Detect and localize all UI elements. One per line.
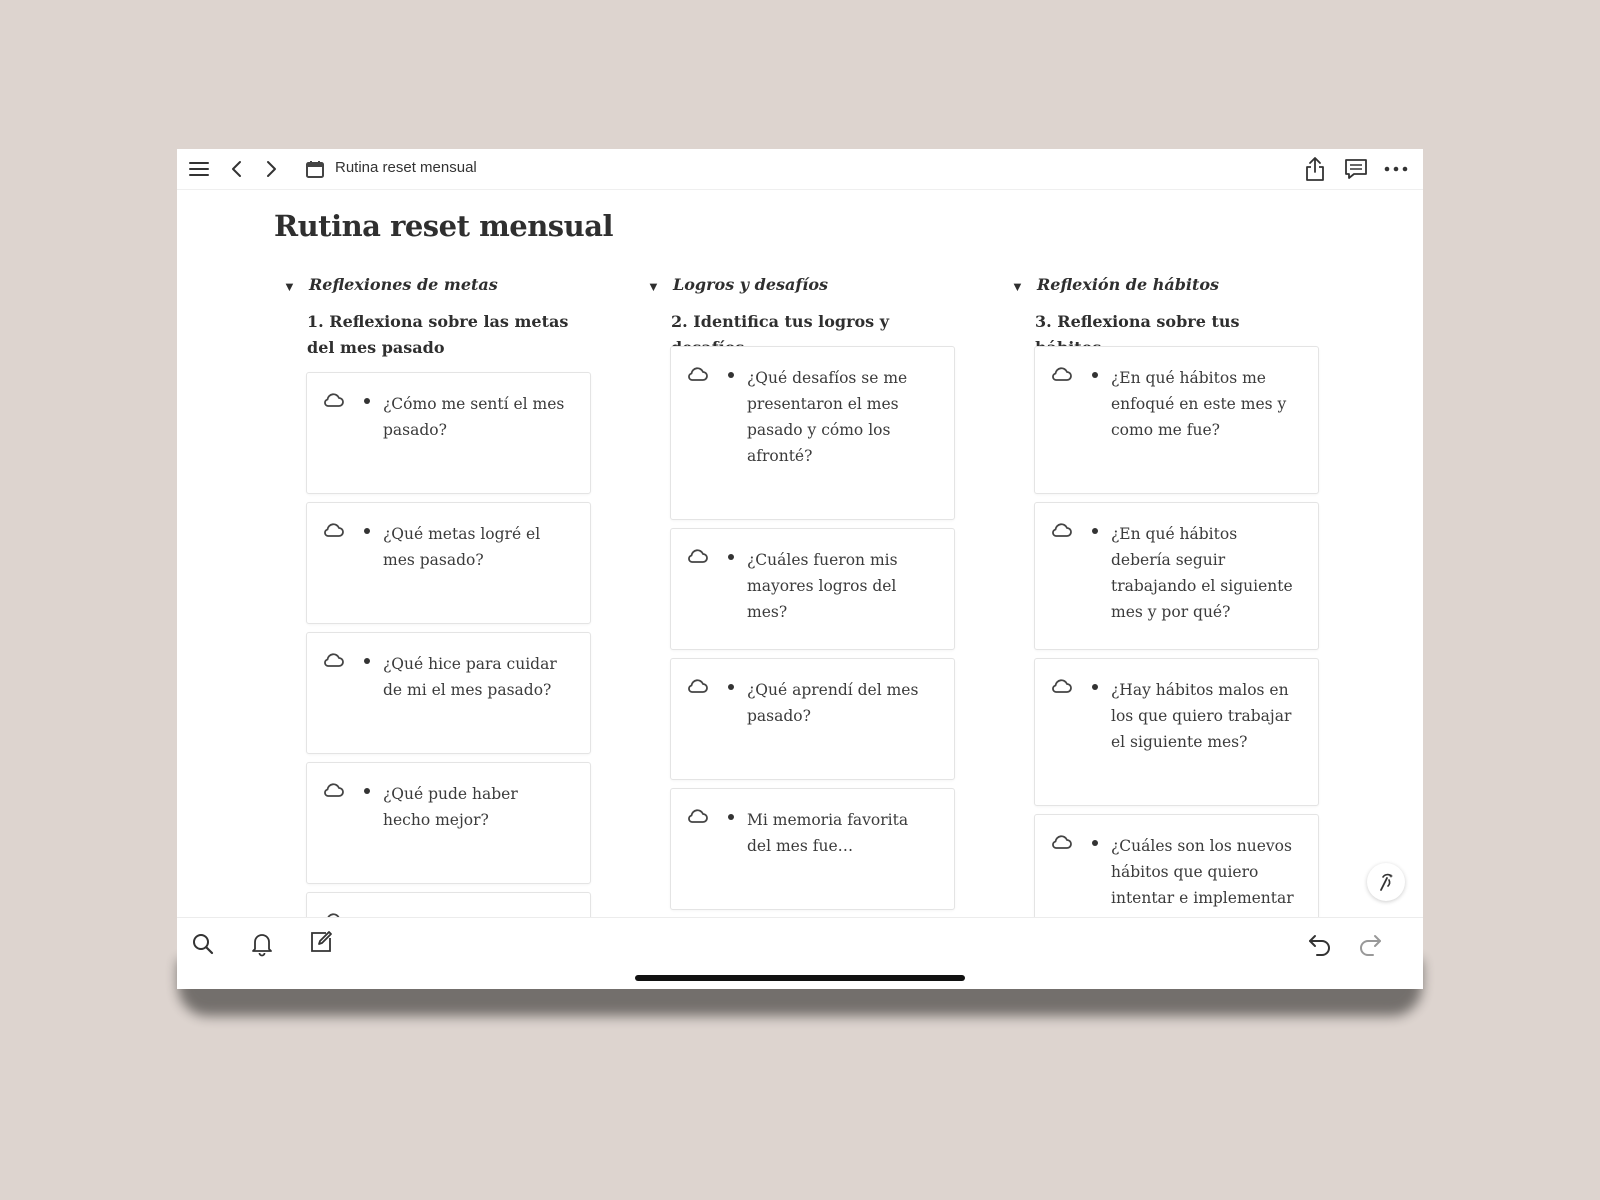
card-text: ¿En qué hábitos me enfoqué en este mes y como me fue?: [1111, 369, 1287, 439]
toggle-label: Reflexiones de metas: [309, 275, 498, 294]
card-text: ¿Qué metas logré el mes pasado?: [383, 525, 541, 569]
cloud-icon: [322, 652, 344, 673]
cloud-icon: [1050, 522, 1072, 543]
cloud-icon: [686, 548, 708, 569]
toggle-block[interactable]: [647, 275, 947, 303]
card-text: ¿Qué hice para cuidar de mi el mes pasado?: [383, 655, 557, 699]
compose-icon[interactable]: [307, 928, 335, 956]
toggle-arrow-icon[interactable]: ▼: [283, 279, 296, 294]
cloud-icon: [686, 808, 708, 829]
toggle-arrow-icon[interactable]: ▼: [1011, 279, 1024, 294]
bullet: [364, 658, 370, 664]
card[interactable]: [306, 372, 591, 494]
card-text: ¿Cuáles son los nuevos hábitos que quiero intentar e implementar: [1111, 837, 1294, 907]
toggle-label: Logros y desafíos: [673, 275, 829, 294]
forward-icon[interactable]: [259, 155, 283, 183]
cloud-icon: [686, 678, 708, 699]
card-text: ¿Qué pude haber hecho mejor?: [383, 785, 518, 829]
column-heading: 2. Identifica tus logros y: [671, 312, 890, 331]
bullet: [728, 814, 734, 820]
home-indicator[interactable]: [635, 975, 965, 981]
breadcrumb-title[interactable]: Rutina reset mensual: [335, 159, 477, 176]
bell-icon[interactable]: [248, 930, 276, 958]
card-text: ¿Cuáles fueron mis mayores logros del mes?: [747, 551, 898, 621]
calendar-icon: [303, 157, 327, 181]
card-text: ¿Hay hábitos malos en los que quiero trabajar el siguiente mes?: [1111, 681, 1292, 751]
cloud-icon: [322, 782, 344, 803]
column-reflexiones-de-metas: [283, 275, 583, 361]
card-text: ¿Qué aprendí del mes pasado?: [747, 681, 919, 725]
bullet: [364, 788, 370, 794]
bullet: [1092, 684, 1098, 690]
bullet: [728, 684, 734, 690]
cloud-icon: [322, 392, 344, 413]
bullet: [1092, 372, 1098, 378]
bullet: [728, 554, 734, 560]
bullet: [364, 398, 370, 404]
bottom-toolbar: [177, 917, 1423, 989]
toggle-block[interactable]: [1011, 275, 1311, 303]
card-text: ¿Cómo me sentí el mes pasado?: [383, 395, 565, 439]
card-text: Mi memoria favorita del mes fue…: [747, 811, 909, 855]
toggle-block[interactable]: [283, 275, 583, 303]
menu-icon[interactable]: [185, 155, 213, 183]
card[interactable]: [306, 762, 591, 884]
redo-icon[interactable]: [1355, 930, 1385, 958]
toggle-arrow-icon[interactable]: ▼: [647, 279, 660, 294]
toggle-label: Reflexión de hábitos: [1037, 275, 1220, 294]
card[interactable]: [1034, 658, 1319, 806]
bullet: [1092, 528, 1098, 534]
column-heading: 1. Reflexiona sobre las metas del mes pasado: [307, 312, 569, 357]
card[interactable]: [670, 346, 955, 520]
search-icon[interactable]: [189, 930, 217, 958]
bullet: [364, 528, 370, 534]
card[interactable]: [670, 528, 955, 650]
cloud-icon: [686, 366, 708, 387]
back-icon[interactable]: [225, 155, 249, 183]
cloud-icon: [1050, 678, 1072, 699]
card-text: ¿Qué desafíos se me presentaron el mes pasado y cómo los afronté?: [747, 369, 908, 465]
cloud-icon: [1050, 834, 1072, 855]
tablet-screen: [177, 149, 1423, 989]
cloud-icon: [322, 522, 344, 543]
card[interactable]: [1034, 346, 1319, 494]
share-icon[interactable]: [1301, 153, 1329, 185]
card[interactable]: [1034, 502, 1319, 650]
ai-assistant-icon[interactable]: [1367, 863, 1405, 901]
card[interactable]: [670, 788, 955, 910]
bullet: [728, 372, 734, 378]
undo-icon[interactable]: [1305, 930, 1335, 958]
top-navigation-bar: [177, 149, 1423, 190]
card[interactable]: [306, 632, 591, 754]
bullet: [1092, 840, 1098, 846]
more-icon[interactable]: [1381, 155, 1411, 183]
card[interactable]: [306, 502, 591, 624]
card-text: ¿En qué hábitos debería seguir trabajando el siguiente mes y por qué?: [1111, 525, 1293, 621]
column-heading: 3. Reflexiona sobre tus: [1035, 312, 1240, 331]
card[interactable]: [670, 658, 955, 780]
cloud-icon: [1050, 366, 1072, 387]
comment-icon[interactable]: [1341, 155, 1371, 183]
page-title: Rutina reset mensual: [274, 209, 614, 243]
